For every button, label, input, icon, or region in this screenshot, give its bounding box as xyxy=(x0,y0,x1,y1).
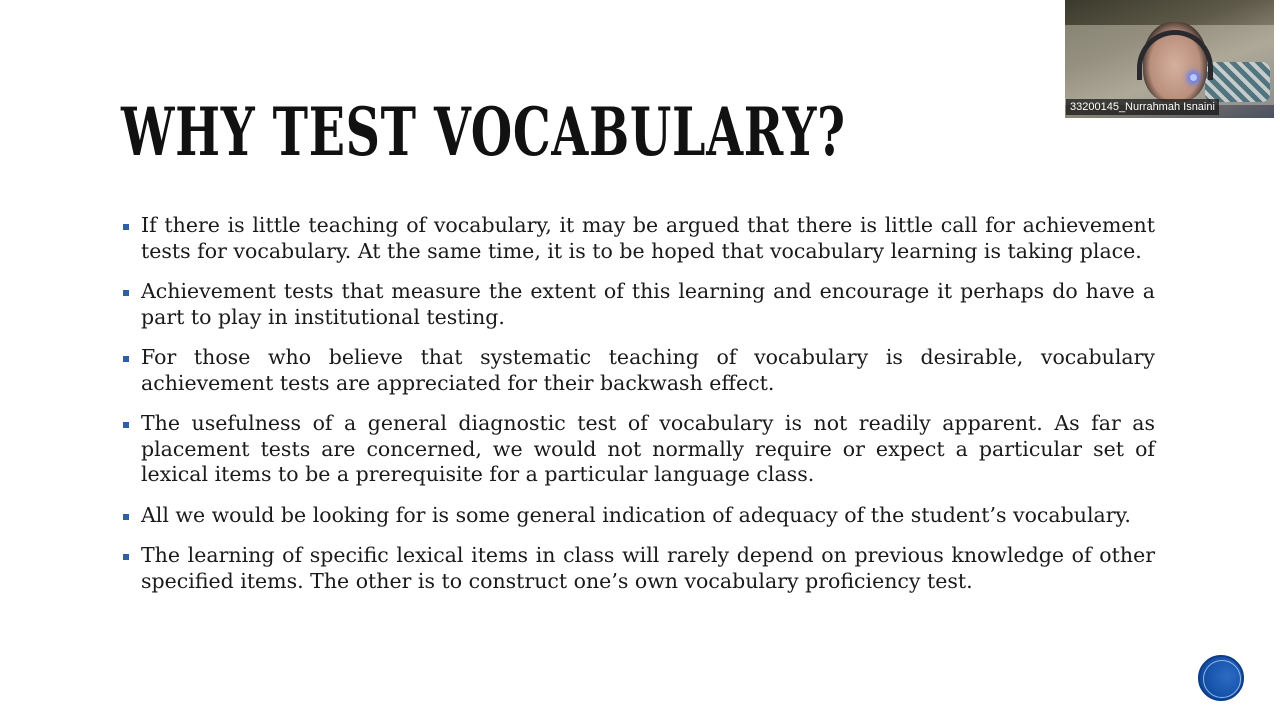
square-bullet-icon xyxy=(123,422,129,428)
bullet-item xyxy=(121,279,1155,330)
square-bullet-icon xyxy=(123,290,129,296)
bullet-text: Achievement tests that measure the extent of this learning and encourage it perhaps do have a part to play in institutional testing. xyxy=(141,279,1155,329)
bullet-text: For those who believe that systematic teaching of vocabulary is desirable, vocabulary achievement tests are appreciated for their backwash effect. xyxy=(141,345,1155,395)
square-bullet-icon xyxy=(123,356,129,362)
square-bullet-icon xyxy=(123,224,129,230)
square-bullet-icon xyxy=(123,514,129,520)
slide-nav-button[interactable] xyxy=(1198,655,1244,701)
slide-title: WHY TEST VOCABULARY? xyxy=(121,93,846,171)
bullet-item xyxy=(121,345,1155,396)
participant-video-tile[interactable] xyxy=(1065,0,1274,118)
participant-name-label: 33200145_Nurrahmah Isnaini xyxy=(1066,99,1219,115)
bullet-text: All we would be looking for is some general indication of adequacy of the student’s vocabulary. xyxy=(141,502,1131,527)
led-light xyxy=(1190,74,1197,81)
bullet-text: If there is little teaching of vocabulary, it may be argued that there is little call for achievement tests for vocabulary. At the same time, it is to be hoped that vocabulary learning is taking place. xyxy=(141,213,1155,263)
square-bullet-icon xyxy=(123,554,129,560)
bullet-text: The learning of specific lexical items in class will rarely depend on previous knowledge of other specified items. The other is to construct one’s own vocabulary proficiency test. xyxy=(141,543,1155,593)
bullet-item xyxy=(121,503,1155,529)
bullet-item xyxy=(121,411,1155,488)
bullet-list xyxy=(121,213,1155,609)
bullet-text: The usefulness of a general diagnostic test of vocabulary is not readily apparent. As far as placement tests are concerned, we would not normally require or expect a particular set of lexical items to be a prerequisite for a particular language class. xyxy=(141,411,1155,486)
circle-nav-icon xyxy=(1203,660,1241,698)
bullet-item xyxy=(121,213,1155,264)
video-pillow xyxy=(1205,62,1270,102)
bullet-item xyxy=(121,543,1155,594)
